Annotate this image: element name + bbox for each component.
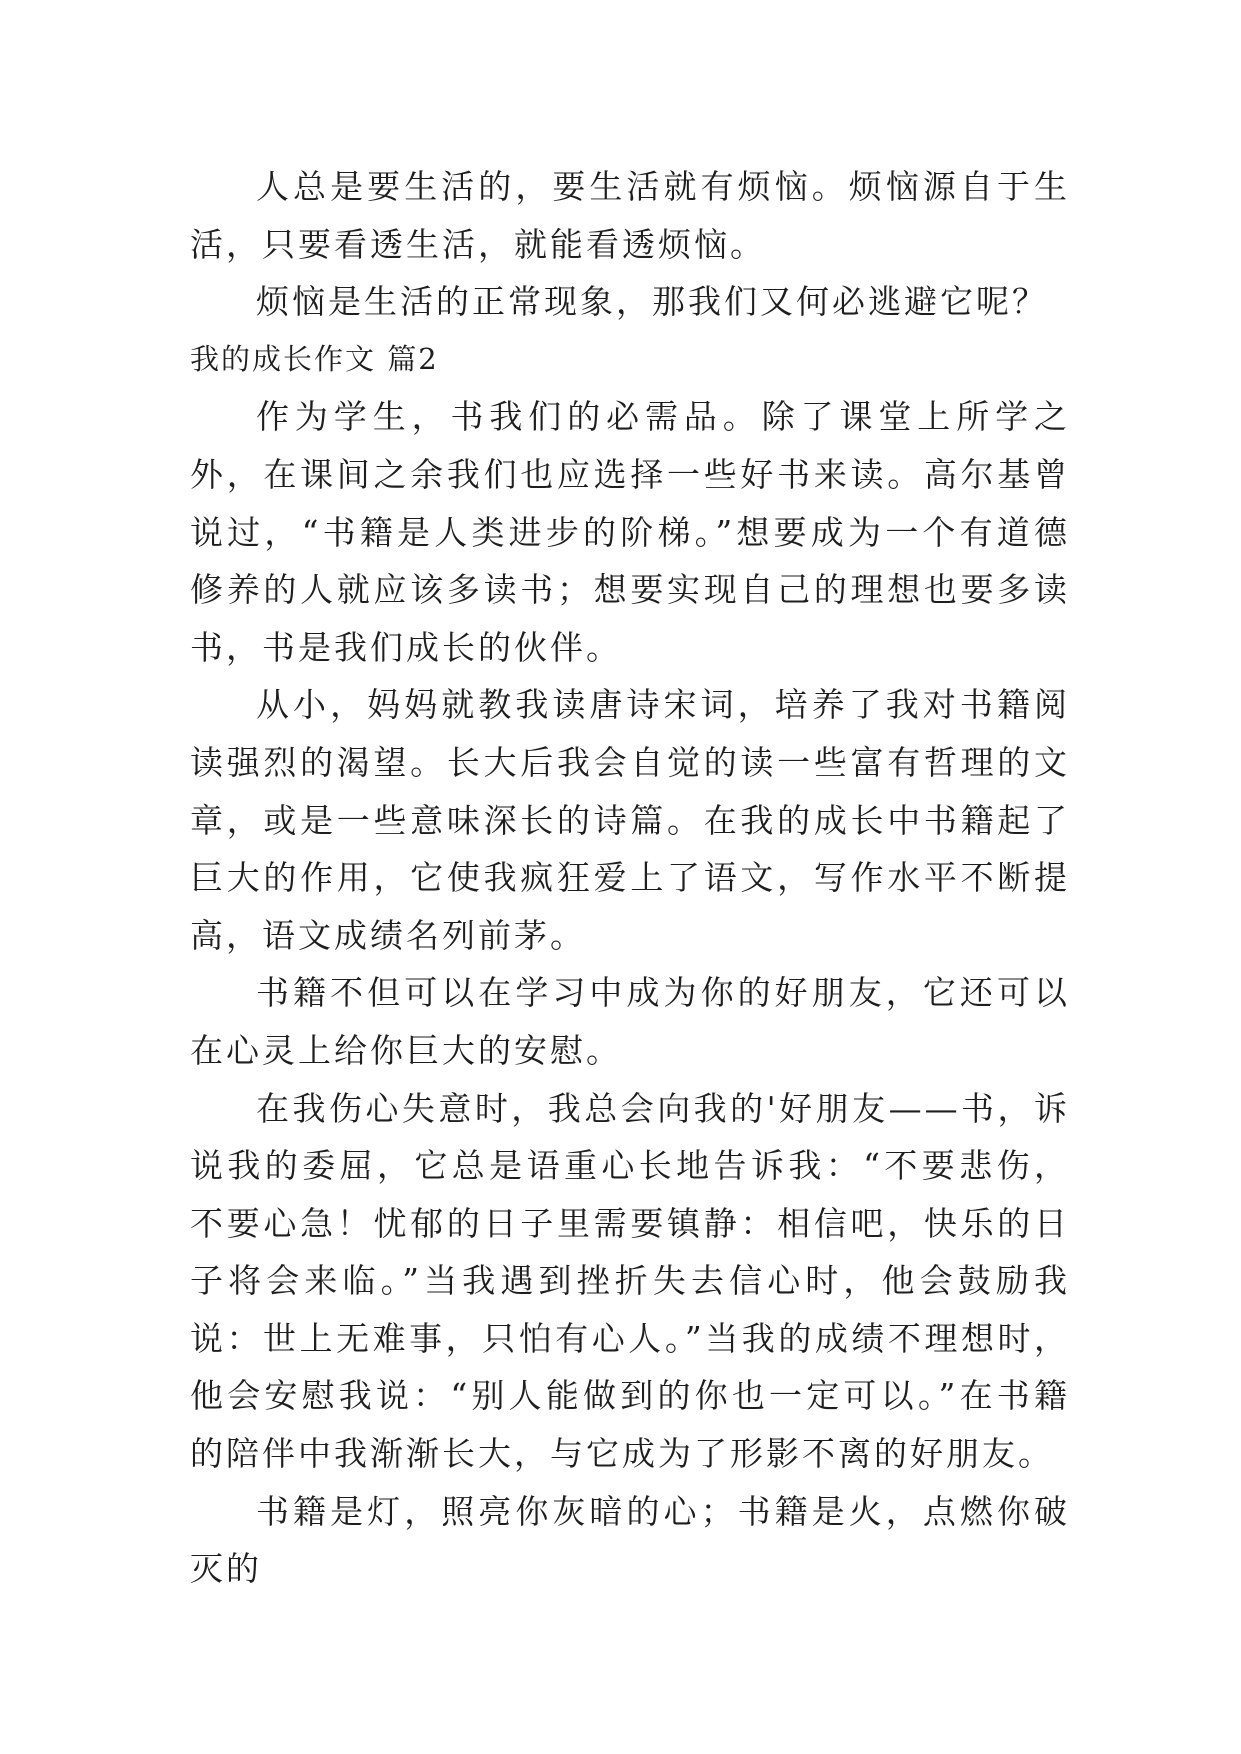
paragraph: 烦恼是生活的正常现象，那我们又何必逃避它呢？: [256, 282, 1048, 322]
document-body: [190, 158, 1070, 1598]
paragraph: 从小，妈妈就教我读唐诗宋词，培养了我对书籍阅读强烈的渴望。长大后我会自觉的读一些富有哲理的文章，或是一些意味深长的诗篇。在我的成长中书籍起了巨大的作用，它使我疯狂爱上了语文，写作水平不断提高，语文成绩名列前茅。: [190, 685, 1070, 955]
paragraph: 作为学生，书我们的必需品。除了课堂上所学之外，在课间之余我们也应选择一些好书来读。高尔基曾说过，“书籍是人类进步的阶梯。”想要成为一个有道德修养的人就应该多读书；想要实现自己的理想也要多读书，书是我们成长的伙伴。: [190, 397, 1070, 667]
paragraph: 在我伤心失意时，我总会向我的'好朋友——书，诉说我的委屈，它总是语重心长地告诉我：“不要悲伤，不要心急！忧郁的日子里需要镇静：相信吧，快乐的日子将会来临。”当我遇到挫折失去信心时，他会鼓励我说：世上无难事，只怕有心人。”当我的成绩不理想时，他会安慰我说：“别人能做到的你也一定可以。”在书籍的陪伴中我渐渐长大，与它成为了形影不离的好朋友。: [190, 1088, 1070, 1474]
paragraph: 书籍不但可以在学习中成为你的好朋友，它还可以在心灵上给你巨大的安慰。: [190, 973, 1070, 1070]
section-title: 我的成长作文 篇2: [190, 341, 439, 376]
paragraph: 书籍是灯，照亮你灰暗的心；书籍是火，点燃你破灭的: [190, 1491, 1070, 1589]
paragraph: 人总是要生活的，要生活就有烦恼。烦恼源自于生活，只要看透生活，就能看透烦恼。: [190, 167, 1070, 264]
